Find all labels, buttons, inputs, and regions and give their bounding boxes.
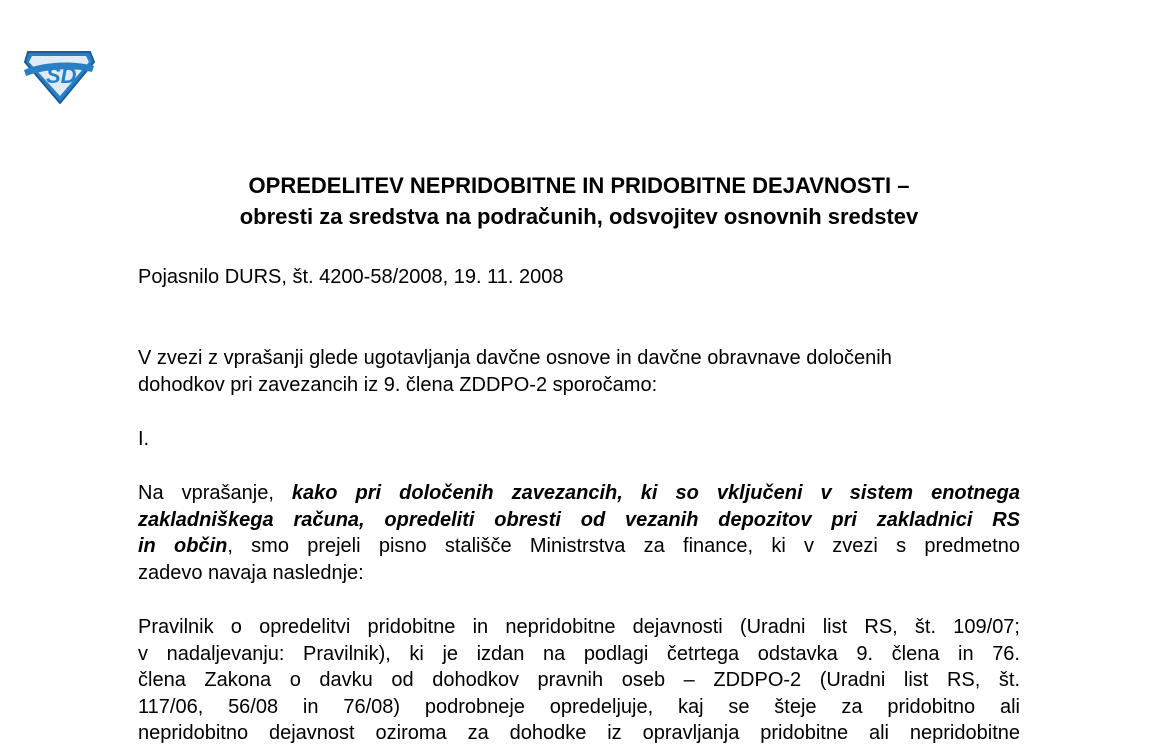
question-bold-1: kako pri določenih zavezancih, ki so vključeni v sistem enotnega [291,482,1020,504]
question-line-4: zadevo navaja naslednje: [138,561,364,584]
question-suffix-3: , smo prejeli pisno stališče Ministrstva za finance, ki v zvezi s predmetno [227,535,1020,557]
intro-line-1: V zvezi z vprašanji glede ugotavljanja davčne osnove in davčne obravnave določenih [138,347,892,369]
document-reference: Pojasnilo DURS, št. 4200-58/2008, 19. 11. 2008 [138,266,564,288]
question-line-2: zakladniškega računa, opredeliti obresti od vezanih depozitov pri zakladnici RS [138,508,1020,531]
pravilnik-line-4: 117/06, 56/08 in 76/08) podrobneje opredeljuje, kaj se šteje za pridobitno ali [138,695,1020,718]
pravilnik-line-5: nepridobitno dejavnost oziroma za dohodke iz opravljanja pridobitne ali nepridobitne [138,722,1020,744]
intro-line-2: dohodkov pri zavezancih iz 9. člena ZDDPO-2 sporočamo: [138,373,658,396]
question-line-3 [138,533,1020,560]
durs-logo [22,48,96,104]
question-bold-3: in občin [138,535,228,557]
pravilnik-paragraph [138,614,1020,747]
title-line-1: OPREDELITEV NEPRIDOBITNE IN PRIDOBITNE DEJAVNOSTI – [248,173,910,198]
title-line-2: obresti za sredstva na podračunih, odsvojitev osnovnih sredstev [239,204,919,229]
logo-letters: SD [46,63,77,88]
document-title [138,170,1020,232]
shield-logo-icon [22,48,96,104]
pravilnik-line-3: člena Zakona o davku od dohodkov pravnih oseb – ZDDPO-2 (Uradni list RS, št. [138,669,1020,691]
question-paragraph [138,480,1020,586]
pravilnik-line-2: v nadaljevanju: Pravilnik), ki je izdan na podlagi četrtega odstavka 9. člena in 76. [138,642,1020,665]
intro-paragraph [138,345,1020,398]
section-number: I. [138,428,150,450]
question-line-1 [138,480,1020,507]
question-prefix: Na vprašanje, [138,482,292,504]
pravilnik-line-1: Pravilnik o opredelitvi pridobitne in nepridobitne dejavnosti (Uradni list RS, št. 109/07; [138,616,1020,638]
